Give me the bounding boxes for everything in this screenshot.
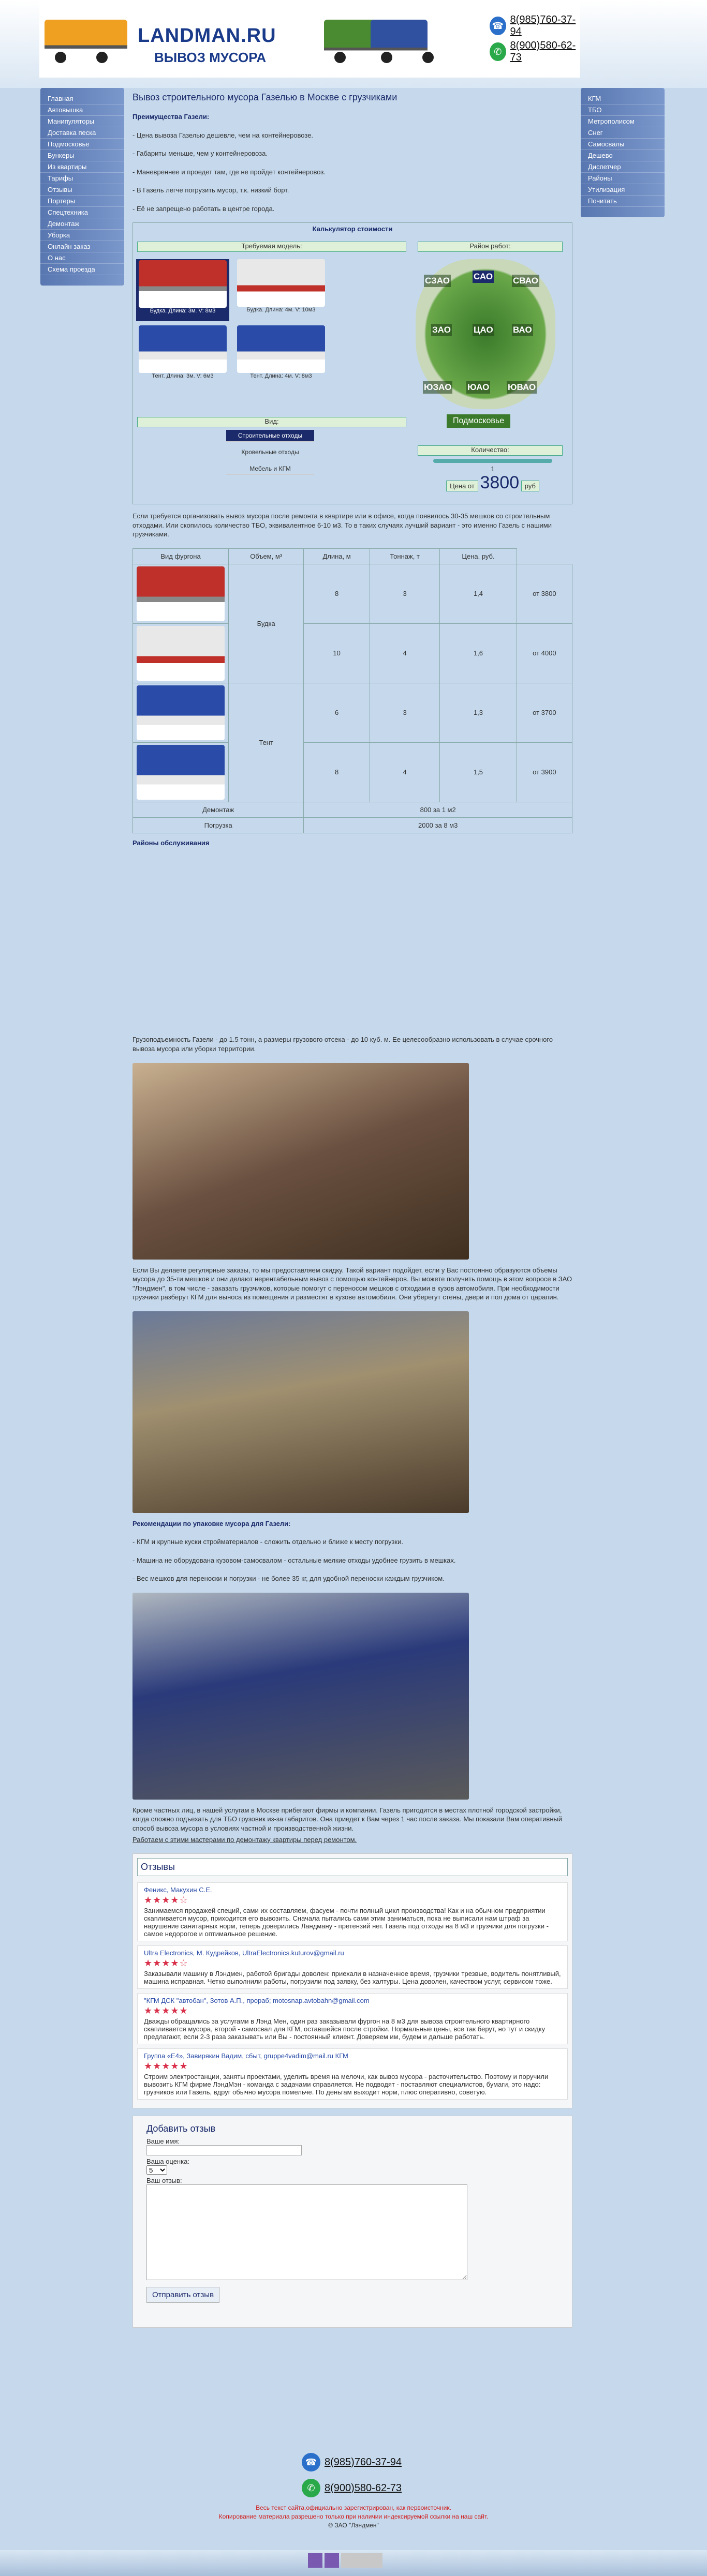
table-header: Объем, м³ [229, 548, 304, 564]
quantity-label: Количество: [418, 445, 563, 456]
district-button[interactable]: ВАО [512, 324, 533, 336]
recommendations-title: Рекомендации по упаковке мусора для Газели: [132, 1519, 291, 1527]
phone-number[interactable]: 8(985)760-37-94 [510, 14, 576, 37]
table-cell: 1,6 [440, 623, 517, 683]
phone-number[interactable]: 8(900)580-62-73 [510, 40, 576, 63]
table-cell: Погрузка [133, 817, 304, 833]
advantage-item: - Цена вывоза Газелью дешевле, чем на контейнеровозе. [132, 131, 314, 139]
van-image [139, 325, 227, 373]
price-calculator [132, 222, 572, 504]
whatsapp-icon: ✆ [490, 42, 506, 61]
form-title: Добавить отзыв [146, 2123, 216, 2134]
table-cell: Демонтаж [133, 802, 304, 817]
nav-link[interactable]: Тарифы [40, 173, 124, 184]
van-image [237, 259, 325, 307]
table-cell: 2000 за 8 м3 [304, 817, 572, 833]
gazelle-capacity-paragraph: Грузоподъемность Газели - до 1.5 тонн, а размеры грузового отсека - до 10 куб. м. Ее целесообразно использовать в случае срочного вывоза мусора или уборки территории. [132, 1036, 553, 1053]
table-cell: 10 [304, 623, 370, 683]
nav-link[interactable]: Метрополисом [581, 116, 665, 127]
van-option[interactable] [234, 259, 328, 321]
kind-option[interactable]: Кровельные отходы [226, 446, 314, 458]
districts-map-area [132, 857, 572, 1035]
nav-link[interactable]: Из квартиры [40, 161, 124, 173]
copyright-line: © ЗАО "Лэндмен" [328, 2521, 379, 2529]
counter-icon[interactable] [325, 2553, 339, 2568]
add-review-form [132, 2116, 572, 2328]
table-cell: от 3800 [517, 564, 572, 623]
counter-badges[interactable] [308, 2553, 401, 2569]
nav-link[interactable]: Демонтаж [40, 218, 124, 230]
advantage-item: - Маневреннее и проедет там, где не пройдет контейнеровоз. [132, 168, 326, 176]
nav-link[interactable]: Портеры [40, 196, 124, 207]
table-cell-image [133, 623, 229, 683]
recommendation-item: - КГМ и крупные куски стройматериалов - сложить отдельно и ближе к месту погрузки. [132, 1538, 403, 1546]
phone-icon: ☎ [490, 17, 506, 35]
district-button[interactable]: СЗАО [424, 275, 451, 287]
advantages-title: Преимущества Газели: [132, 113, 210, 121]
table-cell: 1,5 [440, 742, 517, 802]
table-cell: 8 [304, 564, 370, 623]
nav-link[interactable]: Уборка [40, 230, 124, 241]
nav-link[interactable]: Манипуляторы [40, 116, 124, 127]
phone-whatsapp[interactable] [302, 2478, 405, 2498]
table-cell: от 3700 [517, 683, 572, 742]
nav-link[interactable]: Отзывы [40, 184, 124, 196]
district-button[interactable]: ЮАО [466, 381, 490, 394]
price-value: 3800 [480, 473, 520, 493]
intro-paragraph: Если требуется организовать вывоз мусора после ремонта в квартире или в офисе, когда появилось 30-35 мешков со строительным отходами. Или скопилось количество ТБО, эквивалентное 6-10 м3. То в таких случаях лучший вариант - это именно Газель с нашими грузчиками. [132, 512, 552, 538]
review-item [137, 1945, 568, 1989]
area-label: Район работ: [418, 242, 563, 252]
table-header: Длина, м [304, 548, 370, 564]
table-cell: от 4000 [517, 623, 572, 683]
van-image [237, 325, 325, 373]
district-button[interactable]: ЮВАО [507, 381, 537, 394]
photo-loaders-at-truck [132, 1593, 469, 1800]
district-button[interactable]: САО [473, 271, 494, 283]
rating-select[interactable] [146, 2165, 167, 2175]
star-rating-icon: ★★★★☆ [144, 1895, 188, 1906]
copyright [0, 2504, 707, 2529]
table-cell-kind: Будка [229, 564, 304, 683]
name-label: Ваше имя: [146, 2137, 180, 2146]
nav-link[interactable]: Диспетчер [581, 161, 665, 173]
price-table [132, 548, 572, 833]
nav-link[interactable]: Самосвалы [581, 139, 665, 150]
table-cell: 4 [370, 742, 439, 802]
phone-mobile[interactable] [302, 2452, 405, 2473]
phone-mobile[interactable] [490, 16, 578, 36]
district-button-oblast[interactable]: Подмосковье [447, 414, 510, 428]
advantage-item: - Её не запрещено работать в центре города. [132, 204, 275, 213]
counter-icon[interactable] [341, 2553, 382, 2568]
district-button[interactable]: ЗАО [431, 324, 452, 336]
nav-link[interactable]: КГМ [581, 93, 665, 104]
van-option[interactable] [136, 259, 229, 321]
van-caption: Тент. Длина: 4м. V: 8м3 [250, 373, 312, 380]
quantity-value: 1 [491, 465, 495, 473]
copyright-line: Копирование материала разрешено только при наличии индексируемой ссылки на наш сайт. [218, 2512, 489, 2520]
nav-link[interactable]: Онлайн заказ [40, 241, 124, 252]
partners-link[interactable]: Работаем с этими мастерами по демонтажу квартиры перед ремонтом. [132, 1835, 357, 1844]
van-option[interactable] [136, 325, 229, 387]
nav-link[interactable]: Бункеры [40, 150, 124, 161]
table-cell: 3 [370, 564, 439, 623]
van-image [137, 685, 225, 740]
review-item [137, 1993, 568, 2044]
regular-orders-paragraph: Если Вы делаете регулярные заказы, то мы предоставляем скидку. Такой вариант подойдет, если у Вас постоянно образуются объемы мусора до 35-ти мешков и они делают нерентабельным вывоз с помощью контейнеров. Вы можете получить помощь в этом вопросе в ЗАО "Лэндмен", в том числе - заказать грузчиков, которые помогут с переносом мешков с отходами в кузов автомобиля. При необходимости грузчики разберут КГМ для выноса из помещения и разместят в кузове автомобиля. Они уберегут стены, двери и пол дома от царапин. [132, 1266, 572, 1301]
van-image [137, 745, 225, 800]
review-text: Строим электростанции, заняты проектами, уделить время на мелочи, как вывоз мусора - расточительство. Поэтому и поручили вывозить КГМ фирме ЛэндМэн - команда с задачами справляется. Не подводят - поставляют специалистов, бумаги, это надо: грузчиков или Газель, вдруг обычно мусора помельче. По деньгам выходит норм, плюс оперативно, советую. [144, 2073, 549, 2096]
submit-review-button[interactable]: Отправить отзыв [146, 2287, 219, 2303]
nav-link[interactable]: Районы [581, 173, 665, 184]
review-label: Ваш отзыв: [146, 2177, 182, 2185]
table-header: Вид фургона [133, 548, 229, 564]
review-author[interactable]: "КГМ ДСК "автобан", Зотов А.П., прораб; motosnap.avtobahn@gmail.com [144, 1997, 370, 2005]
review-text: Дважды обращались за услугами в Лэнд Мен, один раз заказывали фургон на 8 м3 для вывоза строительного квартирного скапливается мусора, второй - самосвал для КГМ, оставшейся после стройки. Нормальные цены, все так берут, но тут и скидку предлагают, если 2-3 раза заказывать или Вы - постоянный клиент. Доверяем им, будем и дальше работать. [144, 2017, 546, 2041]
review-item [137, 1882, 568, 1941]
phone-icon: ☎ [302, 2453, 320, 2472]
van-image [139, 260, 227, 308]
van-caption: Будка. Длина: 4м. V: 10м3 [246, 307, 316, 313]
name-input[interactable] [146, 2145, 302, 2155]
header-phones [490, 16, 578, 67]
nav-link[interactable]: О нас [40, 252, 124, 264]
right-sidebar-nav [581, 88, 665, 217]
photo-bags-in-truck [132, 1311, 469, 1513]
site-footer [0, 2452, 707, 2529]
review-text: Заказывали машину в Лэндмен, работой бригады доволен: приехали в назначенное время, грузчики трезвые, водитель понятливый, машина исправная. Четко выполнили работы, погрузили под заявку, без халтуры. Цена доволен, качеством услуг, сервисом тоже. [144, 1970, 561, 1986]
rating-label: Ваша оценка: [146, 2158, 189, 2166]
district-button[interactable]: СВАО [512, 275, 539, 287]
review-author[interactable]: Ultra Electronics, М. Кудрейков, UltraElectronics.kuturov@gmail.ru [144, 1949, 344, 1957]
nav-link[interactable]: Почитать [581, 196, 665, 207]
review-textarea[interactable] [146, 2184, 467, 2280]
nav-link[interactable]: Дешево [581, 150, 665, 161]
van-caption: Будка. Длина: 3м. V: 8м3 [150, 308, 216, 314]
table-cell: 800 за 1 м2 [304, 802, 572, 817]
table-header: Цена, руб. [440, 548, 517, 564]
price-suffix: руб [521, 481, 539, 491]
site-logo[interactable] [45, 16, 428, 72]
quantity-slider[interactable] [433, 459, 552, 463]
footer-phones [302, 2452, 405, 2498]
reviews-section [132, 1853, 572, 2108]
star-rating-icon: ★★★★★ [144, 2005, 188, 2016]
left-sidebar-nav [40, 88, 124, 286]
van-image [137, 626, 225, 681]
table-cell-image [133, 564, 229, 623]
kind-label: Вид: [137, 417, 406, 427]
review-author[interactable]: Феникс, Макухин С.Е. [144, 1886, 212, 1894]
phone-number[interactable]: 8(985)760-37-94 [325, 2456, 402, 2468]
nav-link[interactable]: Подмосковье [40, 139, 124, 150]
companies-paragraph: Кроме частных лиц, в нашей услугам в Москве прибегают фирмы и компании. Газель пригодится в местах плотной городской застройки, когда сложно подъехать для ТБО грузовик из-за габаритов. Она приедет к Вам через 1 час после заказа. Мы показали Вам оперативный способ вывоза мусора в условиях частной и производственной жизни. [132, 1806, 563, 1833]
site-header [39, 0, 580, 78]
advantage-item: - В Газель легче погрузить мусор, т.к. низкий борт. [132, 186, 289, 194]
nav-link[interactable]: Спецтехника [40, 207, 124, 218]
nav-link[interactable]: Снег [581, 127, 665, 139]
table-cell-kind: Тент [229, 683, 304, 802]
reviews-title: Отзывы [137, 1858, 568, 1876]
recommendation-item: - Машина не оборудована кузовом-самосвалом - остальные мелкие отходы удобнее грузить в мешках. [132, 1556, 456, 1564]
main-content [132, 88, 572, 2328]
district-button[interactable]: ЮЗАО [423, 381, 452, 394]
district-button[interactable]: ЦАО [473, 324, 494, 336]
advantage-item: - Габариты меньше, чем у контейнеровоза. [132, 149, 268, 158]
calculator-title: Калькулятор стоимости [312, 225, 393, 233]
logo-title: LANDMAN.RU [138, 25, 276, 47]
logo-subtitle: ВЫВОЗ МУСОРА [154, 50, 267, 65]
page-wrapper [39, 0, 635, 2535]
nav-link[interactable]: Утилизация [581, 184, 665, 196]
phone-whatsapp[interactable] [490, 41, 578, 62]
copyright-line: Весь текст сайта,официально зарегистрирован, как первоисточник. [256, 2504, 451, 2511]
moscow-district-map [416, 259, 555, 409]
page-title: Вывоз строительного мусора Газелью в Москве с грузчиками [132, 92, 397, 102]
whatsapp-icon: ✆ [302, 2479, 320, 2497]
photo-loading-gazelle [132, 1063, 469, 1260]
van-option[interactable] [234, 325, 328, 387]
van-image [137, 566, 225, 621]
districts-title: Районы обслуживания [132, 838, 210, 847]
truck-image-blue [371, 20, 428, 66]
table-cell: 6 [304, 683, 370, 742]
review-author[interactable]: Группа «Е4», Завирякин Вадим, сбыт, gruppe4vadim@mail.ru КГМ [144, 2052, 348, 2060]
table-cell-image [133, 742, 229, 802]
table-cell: 4 [370, 623, 439, 683]
recommendation-item: - Вес мешков для переноски и погрузки - не более 35 кг, для удобной переноски каждым грузчиком. [132, 1575, 445, 1583]
table-cell: 8 [304, 742, 370, 802]
price-prefix: Цена от [446, 481, 478, 491]
star-rating-icon: ★★★★★ [144, 2061, 188, 2072]
table-header: Тоннаж, т [370, 548, 439, 564]
truck-image-orange [45, 20, 127, 66]
nav-link[interactable]: Доставка песка [40, 127, 124, 139]
table-cell: 3 [370, 683, 439, 742]
star-rating-icon: ★★★★☆ [144, 1958, 188, 1969]
review-text: Занимаемся продажей специй, сами их составляем, фасуем - почти полный цикл производства! Как и на обычном предприятии скапливается мусор, приходится его вывозить. Сначала пытались сами этим заниматься, пока не выписали нам штраф за нарушение санитарных норм, теперь доверились Ландману - претензий нет. Газель под отходы на 8 м3 и грузчики для погрузки - самое недорогое и оптимальное решение. [144, 1907, 549, 1938]
phone-number[interactable]: 8(900)580-62-73 [325, 2482, 402, 2494]
quantity-block [433, 457, 552, 493]
table-cell: 1,3 [440, 683, 517, 742]
table-cell: от 3900 [517, 742, 572, 802]
review-item [137, 2048, 568, 2100]
kind-option[interactable]: Мебель и КГМ [226, 463, 314, 475]
nav-link[interactable]: ТБО [581, 104, 665, 116]
van-caption: Тент. Длина: 3м. V: 6м3 [152, 373, 214, 380]
kind-option[interactable]: Строительные отходы [226, 430, 314, 442]
nav-link[interactable]: Автовышка [40, 104, 124, 116]
table-cell-image [133, 683, 229, 742]
counter-icon[interactable] [308, 2553, 322, 2568]
table-cell: 1,4 [440, 564, 517, 623]
nav-link[interactable]: Главная [40, 93, 124, 104]
model-label: Требуемая модель: [137, 242, 406, 252]
nav-link[interactable]: Схема проезда [40, 264, 124, 275]
